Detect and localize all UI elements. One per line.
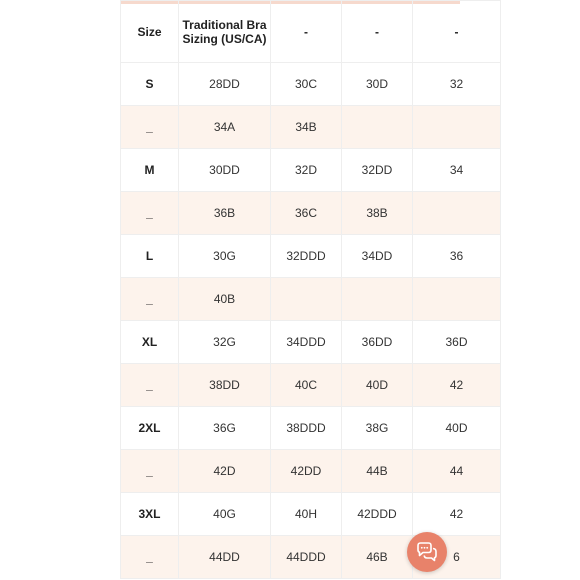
size-label-cell: L — [121, 235, 179, 278]
bra-size-cell: 32D — [271, 149, 342, 192]
header-traditional-bra-sizing: Traditional Bra Sizing (US/CA) — [179, 1, 271, 63]
bra-size-cell: 40B — [179, 278, 271, 321]
bra-size-cell: 44B — [342, 450, 413, 493]
bra-size-cell — [342, 278, 413, 321]
header-col-3: - — [271, 1, 342, 63]
bra-size-cell: 34DD — [342, 235, 413, 278]
size-label-cell: _ — [121, 536, 179, 579]
size-label-cell: _ — [121, 278, 179, 321]
bra-size-cell: 32 — [413, 63, 501, 106]
size-label-cell: _ — [121, 364, 179, 407]
bra-size-cell: 42D — [179, 450, 271, 493]
bra-size-cell: 42 — [413, 493, 501, 536]
bra-size-cell: 36D — [413, 321, 501, 364]
table-row — [121, 493, 501, 536]
chat-bubbles-icon — [415, 540, 439, 564]
bra-size-cell: 40D — [342, 364, 413, 407]
table-body — [121, 63, 501, 579]
bra-size-cell: 36 — [413, 235, 501, 278]
bra-size-cell: 32G — [179, 321, 271, 364]
size-label-cell: _ — [121, 106, 179, 149]
bra-size-cell: 28DD — [179, 63, 271, 106]
bra-size-cell: 40H — [271, 493, 342, 536]
bra-size-cell: 30D — [342, 63, 413, 106]
bra-size-cell: 34DDD — [271, 321, 342, 364]
bra-size-cell: 38G — [342, 407, 413, 450]
header-col-4: - — [342, 1, 413, 63]
table-row — [121, 192, 501, 235]
bra-size-cell — [413, 192, 501, 235]
bra-size-cell — [271, 278, 342, 321]
table-row — [121, 235, 501, 278]
table-row — [121, 106, 501, 149]
bra-size-cell: 44DDD — [271, 536, 342, 579]
table-row — [121, 321, 501, 364]
bra-size-cell: 30DD — [179, 149, 271, 192]
table-row — [121, 450, 501, 493]
bra-size-cell: 42 — [413, 364, 501, 407]
bra-size-cell: 38B — [342, 192, 413, 235]
bra-size-cell: 46B — [342, 536, 413, 579]
header-col-5: - — [413, 1, 501, 63]
bra-size-cell — [413, 278, 501, 321]
bra-size-cell: 42DD — [271, 450, 342, 493]
bra-size-cell: 36G — [179, 407, 271, 450]
bra-size-cell: 36B — [179, 192, 271, 235]
table-row — [121, 407, 501, 450]
bra-size-cell: 36C — [271, 192, 342, 235]
bra-size-cell: 40D — [413, 407, 501, 450]
bra-size-cell — [413, 106, 501, 149]
bra-size-cell — [342, 106, 413, 149]
table-row — [121, 63, 501, 106]
bra-size-cell: 30G — [179, 235, 271, 278]
bra-size-cell: 42DDD — [342, 493, 413, 536]
chat-button[interactable] — [407, 532, 447, 572]
table-row — [121, 149, 501, 192]
bra-size-cell: 32DDD — [271, 235, 342, 278]
size-label-cell: S — [121, 63, 179, 106]
bra-size-cell: 30C — [271, 63, 342, 106]
table-row — [121, 364, 501, 407]
table-row — [121, 278, 501, 321]
size-label-cell: 2XL — [121, 407, 179, 450]
size-label-cell: XL — [121, 321, 179, 364]
bra-size-cell: 40C — [271, 364, 342, 407]
bra-size-cell: 34B — [271, 106, 342, 149]
bra-size-cell: 6 — [413, 536, 501, 579]
size-label-cell: 3XL — [121, 493, 179, 536]
bra-size-cell: 44 — [413, 450, 501, 493]
bra-size-cell: 38DDD — [271, 407, 342, 450]
size-label-cell: _ — [121, 450, 179, 493]
size-label-cell: M — [121, 149, 179, 192]
bra-size-cell: 34A — [179, 106, 271, 149]
header-size: Size — [121, 1, 179, 63]
size-chart-card — [120, 0, 468, 580]
bra-size-cell: 40G — [179, 493, 271, 536]
header-row — [121, 1, 501, 63]
table-scroll-area[interactable] — [120, 0, 468, 580]
size-chart-table — [120, 0, 501, 579]
bra-size-cell: 32DD — [342, 149, 413, 192]
bra-size-cell: 34 — [413, 149, 501, 192]
bra-size-cell: 44DD — [179, 536, 271, 579]
bra-size-cell: 38DD — [179, 364, 271, 407]
bra-size-cell: 36DD — [342, 321, 413, 364]
size-label-cell: _ — [121, 192, 179, 235]
